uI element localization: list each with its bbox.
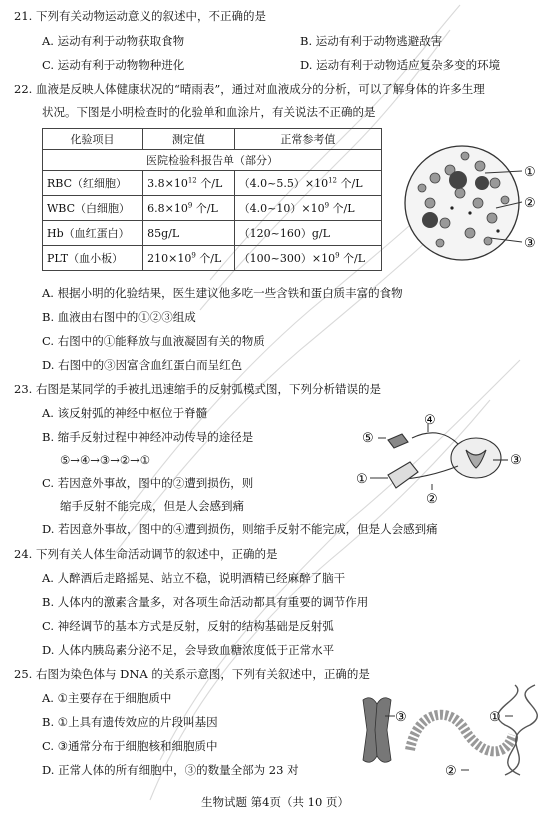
q23-option-c-line1: C. 若因意外事故，图中的②遭到损伤，则 [42, 476, 254, 490]
figure-label: ③ [524, 236, 536, 251]
table-cell: $(4.0\sim 10)\times 10^9$ 个/L [234, 196, 381, 221]
q23-option-c-line2: 缩手反射不能完成，但是人会感到痛 [60, 499, 244, 513]
table-cell: $6.8\times 10^9$ 个/L [143, 196, 235, 221]
table-cell: WBC（白细胞） [43, 196, 143, 221]
table-row [43, 246, 382, 271]
chromosome-dna-figure [355, 680, 545, 785]
figure-label: ① [356, 472, 368, 487]
page-footer: 生物试题 第4页（共 10 页） [201, 795, 349, 809]
q25-option-a: A. ①主要存在于细胞质中 [42, 691, 172, 705]
q23-option-b-line1: B. 缩手反射过程中神经冲动传导的途径是 [42, 430, 254, 444]
table-row [43, 171, 382, 196]
q24-option-c: C. 神经调节的基本方式是反射，反射的结构基础是反射弧 [42, 619, 334, 633]
q25-option-b: B. ①上具有遗传效应的片段叫基因 [42, 715, 218, 729]
q24-option-d: D. 人体内胰岛素分泌不足，会导致血糖浓度低于正常水平 [42, 643, 335, 657]
table-header: 化验项目 [43, 129, 143, 150]
figure-label: ② [524, 196, 536, 211]
figure-label: ③ [510, 453, 522, 468]
q21-option-a: A. 运动有利于动物获取食物 [42, 34, 185, 48]
table-cell: $(4.0\sim 5.5)\times 10^{12}$ 个/L [234, 171, 381, 196]
q21-stem: 21. 下列有关动物运动意义的叙述中，不正确的是 [14, 9, 266, 23]
table-cell: $3.8\times 10^{12}$ 个/L [143, 171, 235, 196]
q23-option-d: D. 若因意外事故，图中的④遭到损伤，则缩手反射不能完成，但是人会感到痛 [42, 522, 438, 536]
q22-stem-line2: 状况。下图是小明检查时的化验单和血涂片，有关说法不正确的是 [42, 105, 376, 119]
q23-option-b-line2: ⑤→④→③→②→① [60, 453, 151, 467]
table-cell: Hb（血红蛋白） [43, 221, 143, 246]
table-cell: PLT（血小板） [43, 246, 143, 271]
q21-option-b: B. 运动有利于动物逃避敌害 [300, 34, 443, 48]
q22-option-a: A. 根据小明的化验结果，医生建议他多吃一些含铁和蛋白质丰富的食物 [42, 286, 403, 300]
q24-option-a: A. 人醉酒后走路摇晃、站立不稳，说明酒精已经麻醉了脑干 [42, 571, 346, 585]
figure-label: ② [426, 492, 438, 507]
q23-option-a: A. 该反射弧的神经中枢位于脊髓 [42, 406, 208, 420]
blood-smear-figure [400, 138, 545, 268]
q22-option-c: C. 右图中的①能释放与血液凝固有关的物质 [42, 334, 265, 348]
q21-option-d: D. 运动有利于动物适应复杂多变的环境 [300, 58, 501, 72]
table-cell: （120~160）g/L [234, 221, 381, 246]
figure-label: ④ [424, 413, 436, 428]
table-header: 正常参考值 [234, 129, 381, 150]
table-caption: 医院检验科报告单（部分） [43, 150, 382, 171]
lab-report-table [42, 128, 382, 271]
table-cell: $(100\sim 300)\times 10^9$ 个/L [234, 246, 381, 271]
reflex-arc-figure [348, 410, 538, 510]
figure-label: ① [524, 165, 536, 180]
q23-stem: 23. 右图是某同学的手被扎迅速缩手的反射弧模式图，下列分析错误的是 [14, 382, 381, 396]
figure-label: ⑤ [362, 431, 374, 446]
q25-option-c: C. ③通常分布于细胞核和细胞质中 [42, 739, 218, 753]
q22-stem-line1: 22. 血液是反映人体健康状况的“晴雨表”，通过对血液成分的分析，可以了解身体的许多生理 [14, 82, 485, 96]
figure-label: ① [489, 710, 501, 725]
figure-label: ② [445, 764, 457, 779]
table-header: 测定值 [143, 129, 235, 150]
table-cell: $210\times 10^9$ 个/L [143, 246, 235, 271]
q22-option-d: D. 右图中的③因富含血红蛋白而呈红色 [42, 358, 243, 372]
q25-stem: 25. 右图为染色体与 DNA 的关系示意图，下列有关叙述中，正确的是 [14, 667, 370, 681]
q24-option-b: B. 人体内的激素含量多，对各项生命活动都具有重要的调节作用 [42, 595, 369, 609]
figure-label: ③ [395, 710, 407, 725]
q21-option-c: C. 运动有利于动物物种进化 [42, 58, 185, 72]
table-row [43, 221, 382, 246]
table-cell: RBC（红细胞） [43, 171, 143, 196]
table-cell: 85g/L [143, 221, 235, 246]
q25-option-d: D. 正常人体的所有细胞中，③的数量全部为 23 对 [42, 763, 299, 777]
table-row [43, 196, 382, 221]
q24-stem: 24. 下列有关人体生命活动调节的叙述中，正确的是 [14, 547, 278, 561]
q22-option-b: B. 血液由右图中的①②③组成 [42, 310, 196, 324]
